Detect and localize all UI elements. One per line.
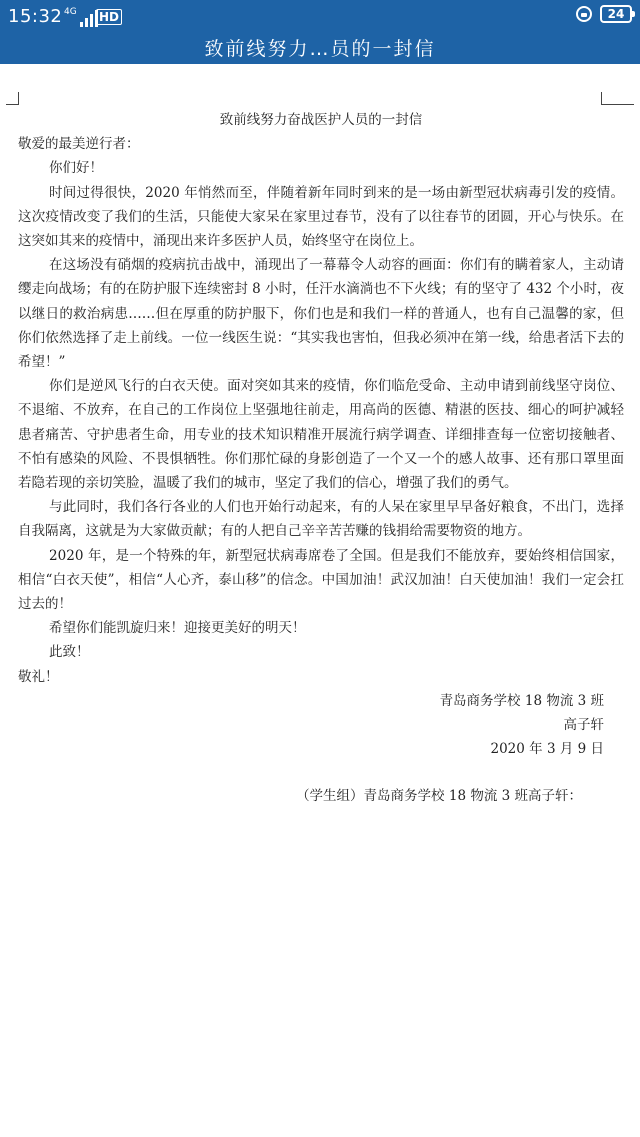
paragraph: 时间过得很快，2020 年悄然而至，伴随着新年同时到来的是一场由新型冠状病毒引发的疫情。这次疫情改变了我们的生活，只能使大家呆在家里过春节，没有了以往春节的团圆，开心与快乐。在这突如其来的疫情中，涌现出来许多医护人员，始终坚守在岗位上。: [18, 184, 624, 250]
regards: 敬礼！: [18, 668, 59, 685]
page-corner-mark-right: [601, 92, 634, 105]
signature-school: 青岛商务学校 18 物流 3 班: [439, 692, 604, 709]
letter-heading: 致前线努力奋战医护人员的一封信: [219, 112, 423, 128]
letter-body: [18, 108, 624, 809]
greeting: 你们好！: [49, 160, 104, 177]
status-bar: [0, 0, 640, 34]
paragraph: 与此同时，我们各行各业的人们也开始行动起来，有的人呆在家里早早备好粮食，不出门，选择自我隔离，这就是为大家做贡献；有的人把自己辛辛苦苦赚的钱捐给需要物资的地方。: [18, 499, 624, 540]
clock: 15:32: [8, 6, 63, 27]
network-type: 4G: [64, 7, 77, 17]
page-title: 致前线努力…员的一封信: [0, 34, 640, 64]
signal-icon: [64, 7, 98, 27]
footer-note: （学生组）青岛商务学校 18 物流 3 班高子轩：: [296, 788, 582, 805]
rotation-lock-icon: [576, 6, 592, 22]
paragraph: 在这场没有硝烟的疫病抗击战中，涌现出了一幕幕令人动容的画面：你们有的瞒着家人，主动请缨走向战场；有的在防护服下连续密封 8 小时，任汗水滴淌也不下火线；有的坚守了 432 个小时，夜以继日的救治病患……但在厚重的防护服下，你们也是和我们一样的普通人，也有自己温馨的家，但你们依然选择了走上前线。一位一线医生说：“其实我也害怕，但我必须冲在第一线，给患者活下去的希望！”: [18, 257, 624, 371]
letter-date: 2020 年 3 月 9 日: [490, 741, 604, 758]
paragraph: 你们是逆风飞行的白衣天使。面对突如其来的疫情，你们临危受命、主动申请到前线坚守岗位、不退缩、不放弃，在自己的工作岗位上坚强地往前走，用高尚的医德、精湛的医技、细心的呵护减轻患者痛苦、守护患者生命，用专业的技术知识精准开展流行病学调查、详细排查每一位密切接触者、不怕有感染的风险、不畏惧牺牲。你们那忙碌的身影创造了一个又一个的感人故事、还有那口罩里面若隐若现的亲切笑脸，温暖了我们的城市，坚定了我们的信心，增强了我们的勇气。: [18, 378, 624, 492]
salutation: 敬爱的最美逆行者：: [18, 136, 140, 153]
paragraph: 希望你们能凯旋归来！迎接更美好的明天！: [49, 620, 306, 637]
signature-name: 高子轩: [563, 717, 604, 734]
paragraph: 2020 年，是一个特殊的年，新型冠状病毒席卷了全国。但是我们不能放弃，要始终相信国家，相信“白衣天使”，相信“人心齐，泰山移”的信念。中国加油！武汉加油！白天使加油！我们一定会扛过去的！: [18, 547, 624, 613]
battery-icon: 24: [600, 5, 632, 23]
page-corner-mark-left: [6, 92, 19, 105]
hd-badge: HD: [96, 9, 122, 25]
closing: 此致！: [49, 644, 90, 661]
